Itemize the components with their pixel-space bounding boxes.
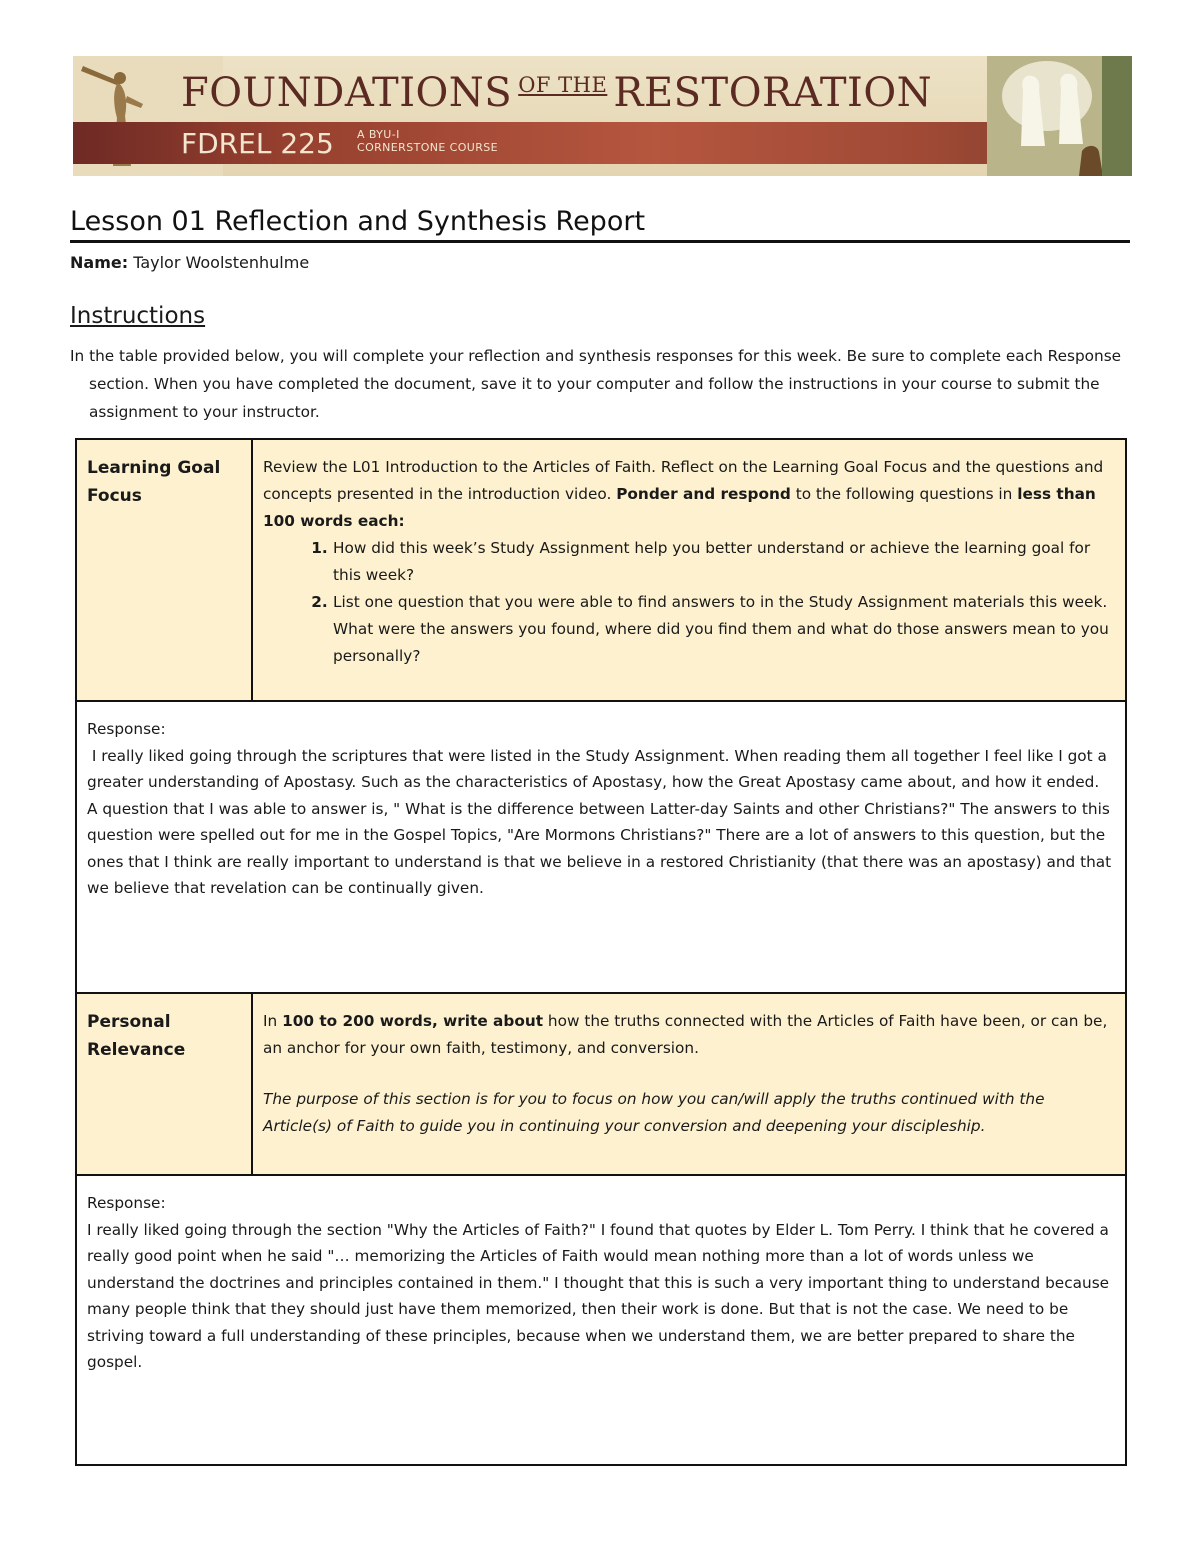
question-item: 2. List one question that you were able to find answers to in the Study Assignment materials this week. What were the answers you found, where did you find them and what do those answers mean to you personally? <box>333 589 1115 670</box>
learning-goal-row <box>77 440 1125 702</box>
first-vision-illustration <box>987 56 1132 176</box>
student-name: Taylor Woolstenhulme <box>133 253 310 272</box>
response-paragraph: I really liked going through the section "Why the Articles of Faith?" I found that quotes by Elder L. Tom Perry. I think that he covered a really good point when he said "… memorizing the Articles of Faith would mean nothing more than a lot of words unless we understand the doctrines and principles contained in them." I thought that this is such a very important thing to understand because many people think that they should just have them memorized, then their work is done. But that is not the case. We need to be striving toward a full understanding of these principles, because when we understand them, we are better prepared to share the gospel. <box>87 1220 1110 1371</box>
response-paragraph: I really liked going through the scriptures that were listed in the Study Assignment. When reading them all together I feel like I got a greater understanding of Apostasy. Such as the characteristics of Apostasy, how the Great Apostasy came about, and how it ended. <box>87 746 1112 791</box>
instructions-text: In the table provided below, you will complete your reflection and synthesis responses for this week. Be sure to complete each Response section. When you have completed the document, save it to your computer and follow the instructions in your course to submit the assignment to your instructor. <box>70 347 1122 421</box>
instructions-heading: Instructions <box>70 303 206 329</box>
purpose-note: The purpose of this section is for you to focus on how you can/will apply the truths continued with the Article(s) of Faith to guide you in continuing your conversion and deepening your discipleship. <box>263 1090 1045 1135</box>
banner-title: FOUNDATIONS $^{OF THE}$ RESTORATION <box>181 70 933 116</box>
reflection-table <box>75 438 1127 1466</box>
page-title: Lesson 01 Reflection and Synthesis Report <box>70 206 1130 243</box>
name-label: Name: <box>70 253 129 272</box>
learning-goal-response[interactable] <box>77 702 1125 992</box>
question-list <box>263 535 1115 670</box>
personal-relevance-response[interactable] <box>77 1176 1125 1464</box>
learning-goal-label: Learning Goal Focus <box>77 440 253 700</box>
response-paragraph: A question that I was able to answer is, " What is the difference between Latter-day Saints and other Christians?" The answers to this question were spelled out for me in the Gospel Topics, "Are Mormons Christians?" There are a lot of answers to this question, but the ones that I think are really important to understand is that we believe in a restored Christianity (that there was an apostasy) and that we believe that revelation can be continually given. <box>87 799 1112 897</box>
response-label: Response: <box>87 1194 166 1212</box>
personal-relevance-response-row <box>77 1176 1125 1464</box>
question-item: 1. How did this week’s Study Assignment help you better understand or achieve the learning goal for this week? <box>333 535 1115 589</box>
course-subtitle: A BYU-I CORNERSTONE COURSE <box>357 128 499 154</box>
personal-relevance-row <box>77 994 1125 1176</box>
learning-goal-prompt: Review the L01 Introduction to the Articles of Faith. Reflect on the Learning Goal Focus and the questions and concepts presented in the introduction video. Ponder and respond to the following questions in less than 100 words each: 1. How did this week’s Study Assignment help you better understand or achieve the learning goal for this week? 2. List one question that you were able to find answers to in the Study Assignment materials this week. What were the answers you found, where did you find them and what do those answers mean to you personally? <box>253 440 1125 700</box>
course-code: FDREL 225 <box>181 127 334 160</box>
personal-relevance-label: Personal Relevance <box>77 994 253 1174</box>
learning-goal-response-row <box>77 702 1125 994</box>
personal-relevance-prompt: In 100 to 200 words, write about how the truths connected with the Articles of Faith have been, or can be, an anchor for your own faith, testimony, and conversion. The purpose of this section is for you to focus on how you can/will apply the truths continued with the Article(s) of Faith to guide you in continuing your conversion and deepening your discipleship. <box>253 994 1125 1174</box>
name-line <box>70 253 309 272</box>
response-label: Response: <box>87 720 166 738</box>
course-banner <box>73 56 1132 176</box>
